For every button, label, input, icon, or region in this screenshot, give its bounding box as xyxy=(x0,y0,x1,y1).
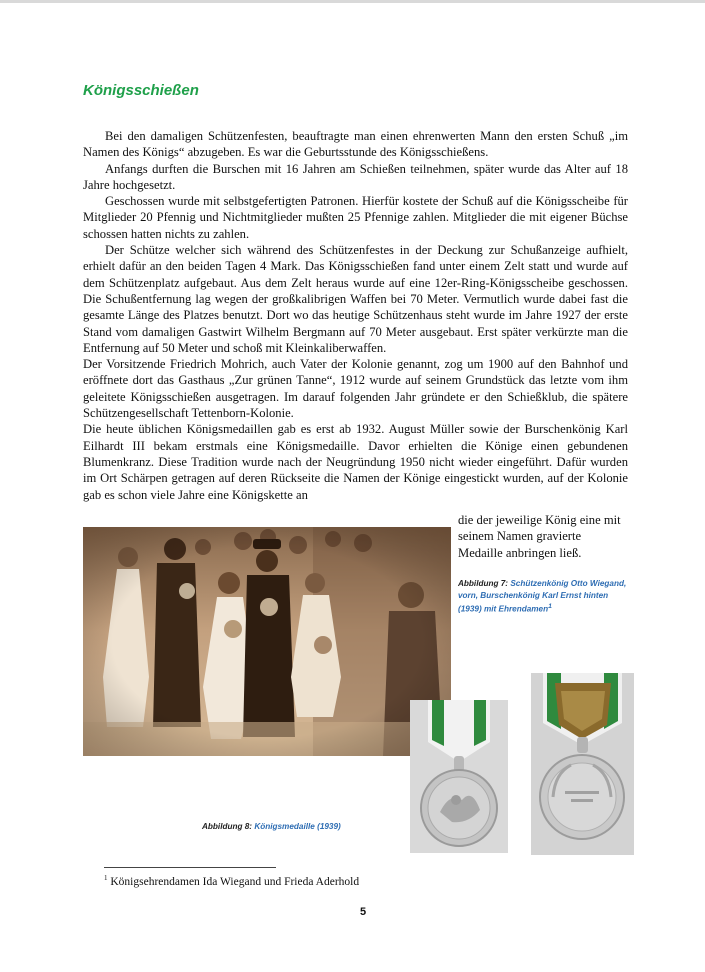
paragraph: Die heute üblichen Königsmedaillen gab es erst ab 1932. August Müller sowie der Burschenkönig Karl Eilhardt III bekam erstmals eine Königsmedaille. Davor erhielten die Könige einen gebundenen Blumenkranz. Diese Tradition wurde nach der Neugründung 1950 nicht wieder eingeführt. Dafür wurden im Ort Schärpen getragen auf deren Rückseite die Namen der Könige eingestickt wurden, auf der Kolonie gab es schon viele Jahre eine Königskette an xyxy=(83,422,628,502)
historic-photo xyxy=(83,527,451,756)
figure-8-text: Königsmedaille (1939) xyxy=(254,822,341,831)
figure-7-caption xyxy=(458,578,633,615)
paragraph-continuation: die der jeweilige König eine mit seinem Namen gravierte Medaille anbringen ließ. xyxy=(458,513,621,560)
body-text xyxy=(83,128,628,503)
page-number: 5 xyxy=(359,906,367,918)
footnote-marker: 1 xyxy=(104,874,108,882)
medal-front-photo xyxy=(410,700,508,853)
top-rule xyxy=(0,0,705,3)
paragraph: Der Schütze welcher sich während des Schützenfestes in der Deckung zur Schußanzeige aufhielt, erhielt dafür an den beiden Tagen 4 Mark. Das Königsschießen fand unter einem Zelt statt und wurde auf dem Schützenplatz aufgebaut. Aus dem Zelt heraus wurde auf eine 12er-Ring-Königsscheibe geschossen. Die Schußentfernung lag wegen der großkalibrigen Waffen bei 70 Meter. Vermutlich wurde dabei fast die gesamte Länge des Platzes benutzt. Dort wo das heutige Schützenhaus steht wurde im Jahre 1927 der erste Stand vom damaligen Gastwirt Wilhelm Bergmann auf 70 Meter ausgebaut. Erst später verkürzte man die Entfernung auf 50 Meter und schoß mit Kleinkaliberwaffen. xyxy=(83,243,628,355)
figure-8-caption xyxy=(202,821,382,833)
section-heading: Königsschießen xyxy=(83,82,199,99)
footnote-reference: 1 xyxy=(548,603,552,610)
figure-8-label: Abbildung 8: xyxy=(202,822,253,831)
figure-7-label: Abbildung 7: xyxy=(458,579,509,588)
medal-back-photo xyxy=(531,673,634,855)
paragraph: Bei den damaligen Schützenfesten, beauftragte man einen ehrenwerten Mann den ersten Schuß „im Namen des Königs“ abzugeben. Es war die Geburtsstunde des Königsschießens. xyxy=(83,129,628,160)
footnote-separator xyxy=(104,867,276,868)
paragraph: Geschossen wurde mit selbstgefertigten Patronen. Hierfür kostete der Schuß auf die Königsscheibe für Mitglieder 20 Pfennig und Nichtmitglieder mußten 25 Pfennige zahlen. Mitglieder die mit eigener Büchse schossen hatten nichts zu zahlen. xyxy=(83,194,628,241)
paragraph: Anfangs durften die Burschen mit 16 Jahren am Schießen teilnehmen, später wurde das Alter auf 18 Jahre hochgesetzt. xyxy=(83,161,628,192)
paragraph: Der Vorsitzende Friedrich Mohrich, auch Vater der Kolonie genannt, zog um 1900 auf den Bahnhof und eröffnete dort das Gasthaus „Zur grünen Tanne“, 1912 wurde auf seinem Grundstück das letzte vom ihm geleitete Königsschießen ausgetragen. Im darauf folgenden Jahr gründete er den Schießklub, die spätere Schützengesellschaft Tettenborn-Kolonie. xyxy=(83,357,628,421)
figure-7-text: Schützenkönig Otto Wiegand, vorn, Burschenkönig Karl Ernst hinten (1939) mit Ehrendamen xyxy=(458,579,627,614)
footnote xyxy=(104,874,359,888)
footnote-text: Königsehrendamen Ida Wiegand und Frieda Aderhold xyxy=(110,875,360,888)
